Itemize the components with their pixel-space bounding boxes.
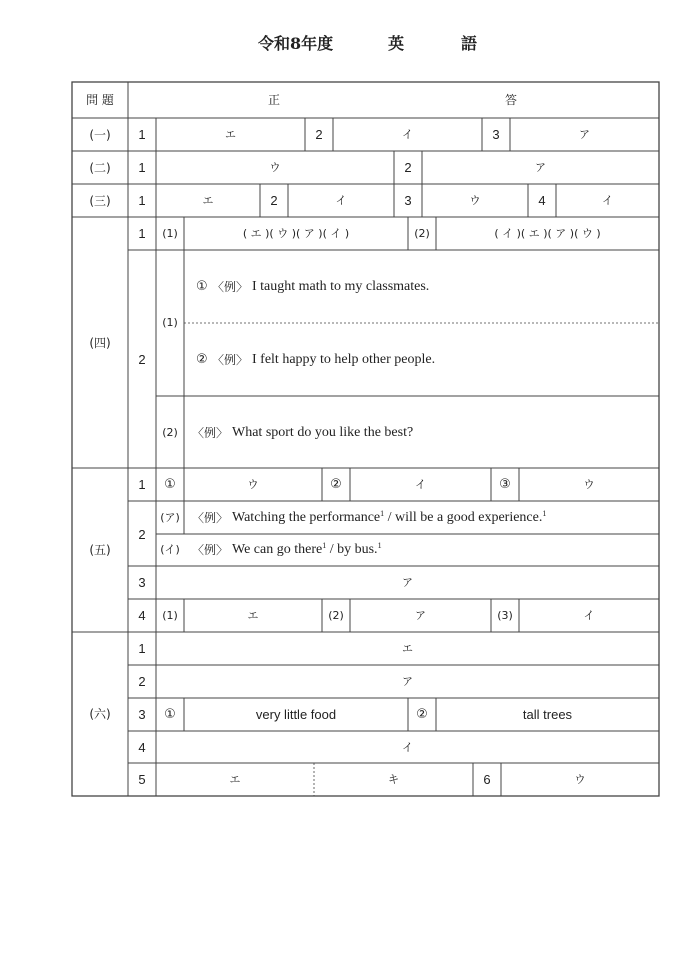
s4-q2-answer-2-mark: ②	[196, 352, 208, 367]
s4-q2-answer-2-text: I felt happy to help other people.	[252, 352, 436, 367]
s4-q1-part-2-label: (2)	[414, 227, 430, 240]
s5-q4-part-2-answer: ア	[415, 609, 426, 622]
s6-q3-answer-1: very little food	[255, 707, 337, 722]
s5-q1-answer-2: イ	[415, 478, 426, 491]
s1-number-2: 2	[315, 127, 323, 142]
s5-q1-mark-3: ③	[499, 477, 511, 492]
s5-q4-part-3-answer: イ	[583, 609, 595, 622]
s3-answer-4: イ	[602, 194, 613, 207]
s6-q5-answer-a: エ	[229, 773, 241, 786]
s6-q4-answer: イ	[402, 741, 413, 754]
s3-answer-1: エ	[202, 194, 214, 207]
s1-number-1: 1	[138, 127, 146, 142]
s6-q2-answer: ア	[402, 675, 413, 688]
s3-number-1: 1	[138, 193, 146, 208]
s6-q3-number: 3	[138, 707, 146, 722]
s5-q2-part-b-example-tag: 〈例〉	[192, 543, 229, 557]
s5-q1-answer-3: ウ	[583, 478, 595, 491]
s4-q2-part-2-example-tag: 〈例〉	[192, 426, 229, 440]
s5-q4-number: 4	[138, 608, 146, 623]
s1-answer-3: ア	[579, 128, 590, 141]
s5-q2-part-a-example-tag: 〈例〉	[192, 511, 229, 525]
s5-q2-part-a-text: Watching the performance$^1$ / will be a good experience.$^1$	[232, 509, 547, 525]
s6-q1-answer: エ	[402, 642, 413, 655]
s6-q3-mark-2: ②	[416, 707, 428, 722]
s6-q5-answer-b: キ	[388, 773, 399, 786]
s4-q2-answer-1-example-tag: 〈例〉	[212, 280, 249, 294]
s5-q1-answer-1: ウ	[247, 478, 259, 491]
header-answer-label-1: 正	[268, 93, 281, 107]
page-title-subject-1: 英	[388, 34, 405, 53]
section-4-label: (四)	[89, 336, 111, 350]
page-title-subject-2: 語	[461, 34, 478, 53]
s5-q2-part-a-label: (ア)	[160, 511, 180, 524]
s5-q1-mark-1: ①	[164, 477, 176, 492]
s4-q2-answer-1-mark: ①	[196, 279, 208, 294]
s4-q1-part-1-label: (1)	[162, 227, 178, 240]
s4-q1-part-1-answer: ( エ )( ウ )( ア )( イ )	[242, 227, 350, 240]
s1-number-3: 3	[492, 127, 500, 142]
s4-q2-answer-2-example-tag: 〈例〉	[212, 353, 249, 367]
s5-q4-part-3-label: (3)	[497, 609, 513, 622]
s5-q3-number: 3	[138, 575, 146, 590]
s6-q3-mark-1: ①	[164, 707, 176, 722]
section-2-label: (二)	[89, 161, 111, 175]
s3-answer-3: ウ	[469, 194, 481, 207]
s6-q2-number: 2	[138, 674, 146, 689]
s5-q2-part-b-text: We can go there$^1$ / by bus.$^1$	[232, 541, 382, 557]
section-5-label: (五)	[89, 543, 111, 557]
s1-answer-2: イ	[402, 128, 413, 141]
s4-q1-number: 1	[138, 226, 146, 241]
s6-q3-answer-2: tall trees	[522, 707, 573, 722]
s5-q4-part-1-label: (1)	[162, 609, 178, 622]
s6-q6-number: 6	[483, 772, 491, 787]
header-answer-label-2: 答	[505, 93, 518, 107]
s5-q3-answer: ア	[402, 576, 413, 589]
s4-q2-number: 2	[138, 352, 146, 367]
s4-q2-part-2-label: (2)	[162, 426, 178, 439]
s5-q2-part-b-label: (イ)	[160, 543, 180, 556]
s2-number-1: 1	[138, 160, 146, 175]
s6-q4-number: 4	[138, 740, 146, 755]
section-3-label: (三)	[89, 194, 111, 208]
s5-q4-part-2-label: (2)	[328, 609, 344, 622]
s5-q4-part-1-answer: エ	[247, 609, 259, 622]
s2-number-2: 2	[404, 160, 412, 175]
s4-q2-part-1-label: (1)	[162, 316, 178, 329]
s5-q2-number: 2	[138, 527, 146, 542]
s3-number-3: 3	[404, 193, 412, 208]
page-title-year: 令和8年度	[258, 34, 334, 53]
s6-q6-answer: ウ	[574, 773, 586, 786]
s1-answer-1: エ	[225, 128, 236, 141]
s4-q2-part-2-text: What sport do you like the best?	[232, 425, 414, 440]
s6-q5-number: 5	[138, 772, 146, 787]
s2-answer-1: ウ	[269, 161, 281, 174]
s6-q1-number: 1	[138, 641, 146, 656]
s3-number-2: 2	[270, 193, 278, 208]
s5-q1-number: 1	[138, 477, 146, 492]
section-1-label: (一)	[89, 128, 111, 142]
s5-q1-mark-2: ②	[330, 477, 342, 492]
s4-q2-answer-1-text: I taught math to my classmates.	[252, 279, 430, 294]
s3-number-4: 4	[538, 193, 546, 208]
s2-answer-2: ア	[535, 161, 546, 174]
s3-answer-2: イ	[335, 194, 347, 207]
section-6-label: (六)	[89, 707, 111, 721]
s4-q1-part-2-answer: ( イ )( エ )( ア )( ウ )	[494, 227, 601, 240]
header-question-label: 問 題	[86, 93, 114, 107]
